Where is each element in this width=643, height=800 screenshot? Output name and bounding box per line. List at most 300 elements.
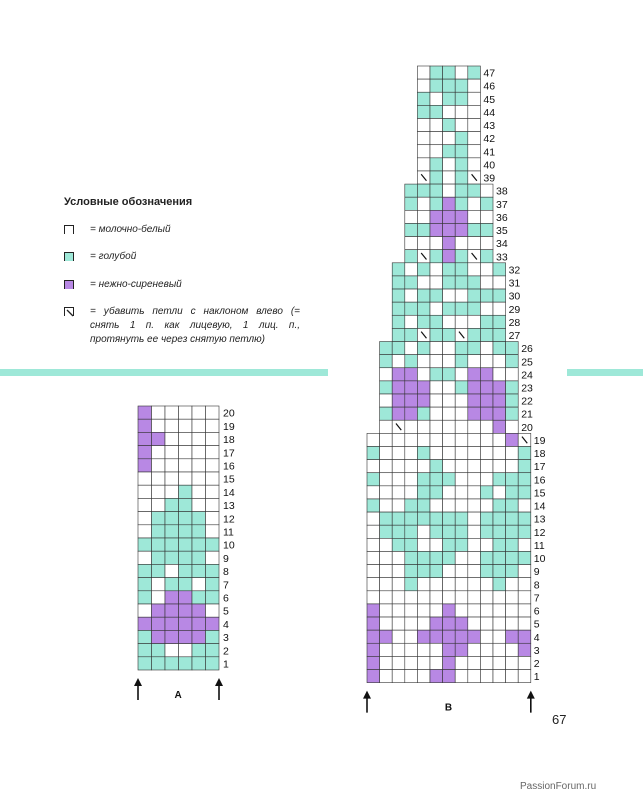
chart-cell xyxy=(493,630,506,643)
row-number: 20 xyxy=(223,407,235,420)
chart-cell xyxy=(417,342,430,355)
chart-cell xyxy=(480,525,493,538)
chart-cell xyxy=(430,499,443,512)
chart-cell xyxy=(518,643,531,656)
chart-cell xyxy=(152,630,166,643)
chart-cell xyxy=(468,499,481,512)
chart-cell xyxy=(493,315,506,328)
chart-cell xyxy=(455,604,468,617)
chart-cell xyxy=(417,407,430,420)
chart-cell xyxy=(468,446,481,459)
chart-cell xyxy=(405,617,418,630)
chart-cell xyxy=(430,302,443,315)
chart-cell xyxy=(206,604,220,617)
row-number: 19 xyxy=(533,434,546,447)
chart-cell xyxy=(206,498,220,511)
chart-cell xyxy=(468,79,481,92)
chart-b-label: B xyxy=(444,702,453,714)
chart-cell xyxy=(179,551,193,564)
chart-cell xyxy=(455,145,468,158)
chart-cell xyxy=(455,578,468,591)
chart-cell xyxy=(165,512,179,525)
chart-cell xyxy=(417,525,430,538)
chart-cell xyxy=(380,460,393,473)
chart-cell xyxy=(405,591,418,604)
chart-cell xyxy=(152,432,166,445)
chart-cell xyxy=(430,551,443,564)
chart-cell xyxy=(152,485,166,498)
chart-cell xyxy=(443,538,456,551)
chart-cell xyxy=(152,617,166,630)
row-number: 33 xyxy=(496,251,508,264)
chart-cell xyxy=(443,591,456,604)
chart-cell xyxy=(417,420,430,433)
arrow-up-icon xyxy=(363,691,371,699)
chart-cell xyxy=(367,538,380,551)
chart-cell xyxy=(468,630,481,643)
chart-cell xyxy=(468,158,481,171)
chart-cell xyxy=(518,446,531,459)
chart-cell xyxy=(392,368,405,381)
chart-cell xyxy=(417,237,430,250)
chart-cell xyxy=(179,630,193,643)
row-number: 14 xyxy=(223,486,235,499)
row-number: 39 xyxy=(483,172,496,185)
chart-cell xyxy=(392,591,405,604)
chart-cell xyxy=(455,197,468,210)
chart-cell xyxy=(506,643,519,656)
chart-cell xyxy=(430,446,443,459)
chart-cell xyxy=(179,419,193,432)
chart-cell xyxy=(392,289,405,302)
chart-cell xyxy=(468,118,481,131)
chart-cell xyxy=(405,643,418,656)
chart-cell xyxy=(417,670,430,683)
chart-cell xyxy=(430,643,443,656)
chart-cell xyxy=(443,617,456,630)
chart-cell xyxy=(480,460,493,473)
chart-cell xyxy=(417,538,430,551)
chart-cell xyxy=(152,644,166,657)
chart-cell xyxy=(480,473,493,486)
row-number: 42 xyxy=(483,133,496,146)
chart-cell xyxy=(192,472,206,485)
chart-cell xyxy=(417,473,430,486)
chart-cell xyxy=(493,289,506,302)
chart-cell xyxy=(443,92,456,105)
chart-cell xyxy=(380,630,393,643)
chart-cell xyxy=(455,381,468,394)
chart-cell xyxy=(380,368,393,381)
chart-cell xyxy=(455,355,468,368)
row-number: 44 xyxy=(483,106,496,119)
chart-cell xyxy=(392,381,405,394)
chart-cell xyxy=(392,433,405,446)
chart-cell xyxy=(179,564,193,577)
chart-cell xyxy=(179,472,193,485)
chart-cell xyxy=(165,551,179,564)
chart-cell xyxy=(468,643,481,656)
chart-cell xyxy=(152,604,166,617)
chart-cell xyxy=(430,617,443,630)
chart-cell xyxy=(417,604,430,617)
row-number: 15 xyxy=(223,473,235,486)
chart-cell xyxy=(468,355,481,368)
chart-cell xyxy=(417,446,430,459)
chart-cell xyxy=(206,564,220,577)
chart-cell xyxy=(506,407,519,420)
row-number: 36 xyxy=(496,211,508,224)
chart-cell xyxy=(430,158,443,171)
chart-cell xyxy=(138,617,152,630)
chart-cell xyxy=(367,473,380,486)
chart-cell xyxy=(493,525,506,538)
chart-cell xyxy=(405,460,418,473)
row-number: 9 xyxy=(223,552,229,565)
chart-cell xyxy=(443,132,456,145)
chart-cell xyxy=(506,433,519,446)
chart-cell xyxy=(405,578,418,591)
chart-cell xyxy=(455,289,468,302)
chart-cell xyxy=(518,460,531,473)
chart-cell xyxy=(443,512,456,525)
row-number: 16 xyxy=(533,474,546,487)
row-number: 18 xyxy=(533,448,546,461)
chart-cell xyxy=(506,617,519,630)
chart-cell xyxy=(392,263,405,276)
row-number: 20 xyxy=(521,421,533,434)
chart-cell xyxy=(138,525,152,538)
chart-cell xyxy=(493,394,506,407)
chart-cell xyxy=(417,460,430,473)
chart-cell xyxy=(138,419,152,432)
chart-cell xyxy=(152,657,166,670)
chart-cell xyxy=(430,171,443,184)
chart-cell xyxy=(152,525,166,538)
chart-cell xyxy=(165,446,179,459)
chart-cell xyxy=(405,512,418,525)
chart-cell xyxy=(506,420,519,433)
chart-cell xyxy=(179,525,193,538)
chart-cell xyxy=(417,197,430,210)
chart-cell xyxy=(430,118,443,131)
chart-cell xyxy=(417,368,430,381)
chart-cell xyxy=(405,276,418,289)
chart-cell xyxy=(367,525,380,538)
chart-cell xyxy=(417,66,430,79)
chart-cell xyxy=(480,250,493,263)
chart-cell xyxy=(367,551,380,564)
chart-cell xyxy=(493,643,506,656)
chart-cell xyxy=(518,656,531,669)
chart-cell xyxy=(417,394,430,407)
row-number: 7 xyxy=(533,592,540,605)
chart-cell xyxy=(405,197,418,210)
legend-text: = убавить петли с наклоном влево (= снять 1 п. как лицевую, 1 лиц. п., протянуть ее через снятую петлю) xyxy=(90,306,300,345)
chart-cell xyxy=(480,538,493,551)
chart-cell xyxy=(152,564,166,577)
chart-cell xyxy=(392,670,405,683)
chart-cell xyxy=(480,551,493,564)
chart-cell xyxy=(367,643,380,656)
chart-cell xyxy=(443,66,456,79)
chart-cell xyxy=(493,276,506,289)
chart-cell xyxy=(417,105,430,118)
chart-cell xyxy=(443,328,456,341)
chart-cell xyxy=(506,591,519,604)
chart-cell xyxy=(417,132,430,145)
row-number: 2 xyxy=(223,645,229,658)
chart-cell xyxy=(493,328,506,341)
chart-cell xyxy=(506,499,519,512)
chart-cell xyxy=(367,460,380,473)
row-number: 31 xyxy=(508,277,521,290)
chart-cell xyxy=(165,591,179,604)
chart-cell xyxy=(480,394,493,407)
chart-cell xyxy=(380,342,393,355)
chart-cell xyxy=(493,420,506,433)
chart-cell xyxy=(506,394,519,407)
chart-cell xyxy=(443,604,456,617)
chart-cell xyxy=(138,406,152,419)
row-number: 26 xyxy=(521,343,533,356)
chart-cell xyxy=(480,407,493,420)
chart-cell xyxy=(468,145,481,158)
chart-cell xyxy=(392,617,405,630)
chart-cell xyxy=(417,276,430,289)
row-number: 12 xyxy=(223,513,235,526)
row-number: 40 xyxy=(483,159,496,172)
chart-cell xyxy=(455,276,468,289)
chart-cell xyxy=(380,433,393,446)
chart-cell xyxy=(392,525,405,538)
chart-cell xyxy=(468,381,481,394)
chart-cell xyxy=(493,604,506,617)
chart-cell xyxy=(138,578,152,591)
chart-cell xyxy=(138,485,152,498)
row-number: 4 xyxy=(223,618,229,631)
chart-cell xyxy=(392,512,405,525)
chart-cell xyxy=(405,604,418,617)
chart-cell xyxy=(405,551,418,564)
chart-cell xyxy=(405,237,418,250)
chart-cell xyxy=(518,499,531,512)
chart-cell xyxy=(443,263,456,276)
chart-cell xyxy=(165,525,179,538)
chart-cell xyxy=(506,342,519,355)
chart-cell xyxy=(165,564,179,577)
chart-cell xyxy=(480,604,493,617)
chart-cell xyxy=(138,498,152,511)
chart-cell xyxy=(443,289,456,302)
chart-cell xyxy=(179,446,193,459)
chart-cell xyxy=(443,499,456,512)
chart-cell xyxy=(468,578,481,591)
chart-cell xyxy=(443,118,456,131)
row-number: 32 xyxy=(508,264,521,277)
row-number: 17 xyxy=(223,447,235,460)
chart-cell xyxy=(518,604,531,617)
chart-cell xyxy=(179,644,193,657)
chart-cell xyxy=(443,433,456,446)
chart-cell xyxy=(455,302,468,315)
chart-cell xyxy=(480,302,493,315)
chart-cell xyxy=(506,656,519,669)
chart-cell xyxy=(417,302,430,315)
chart-cell xyxy=(179,591,193,604)
chart-cell xyxy=(443,407,456,420)
chart-cell xyxy=(518,617,531,630)
chart-cell xyxy=(192,564,206,577)
chart-cell xyxy=(417,289,430,302)
chart-cell xyxy=(405,499,418,512)
chart-cell xyxy=(480,381,493,394)
chart-cell xyxy=(455,407,468,420)
chart-cell xyxy=(455,551,468,564)
chart-cell xyxy=(506,525,519,538)
chart-cell xyxy=(405,565,418,578)
chart-cell xyxy=(206,525,220,538)
chart-cell xyxy=(367,578,380,591)
chart-cell xyxy=(417,184,430,197)
chart-cell xyxy=(480,223,493,236)
chart-cell xyxy=(179,617,193,630)
chart-cell xyxy=(430,473,443,486)
chart-cell xyxy=(138,644,152,657)
chart-cell xyxy=(206,472,220,485)
chart-cell xyxy=(493,381,506,394)
page-number: 67 xyxy=(552,712,567,727)
chart-cell xyxy=(152,578,166,591)
chart-cell xyxy=(455,171,468,184)
chart-cell xyxy=(480,578,493,591)
row-number: 11 xyxy=(533,539,545,552)
chart-cell xyxy=(179,657,193,670)
chart-cell xyxy=(518,565,531,578)
row-number: 10 xyxy=(533,553,546,566)
chart-cell xyxy=(367,433,380,446)
chart-cell xyxy=(443,578,456,591)
chart-cell xyxy=(443,145,456,158)
row-number: 13 xyxy=(223,500,235,513)
chart-cell xyxy=(468,407,481,420)
chart-cell xyxy=(480,486,493,499)
chart-cell xyxy=(179,512,193,525)
chart-cell xyxy=(480,263,493,276)
row-number: 46 xyxy=(483,80,496,93)
chart-cell xyxy=(468,538,481,551)
chart-cell xyxy=(455,486,468,499)
chart-cell xyxy=(480,420,493,433)
chart-cell xyxy=(138,512,152,525)
chart-cell xyxy=(430,407,443,420)
row-number: 3 xyxy=(223,632,229,645)
row-number: 6 xyxy=(533,605,540,618)
chart-cell xyxy=(468,197,481,210)
chart-cell xyxy=(367,670,380,683)
chart-cell xyxy=(192,459,206,472)
chart-cell xyxy=(430,328,443,341)
row-number: 23 xyxy=(521,382,533,395)
chart-cell xyxy=(152,459,166,472)
chart-cell xyxy=(443,79,456,92)
chart-cell xyxy=(380,670,393,683)
chart-cell xyxy=(165,406,179,419)
chart-cell xyxy=(392,342,405,355)
chart-cell xyxy=(179,538,193,551)
row-number: 19 xyxy=(223,420,235,433)
chart-cell xyxy=(392,302,405,315)
chart-cell xyxy=(443,302,456,315)
chart-cell xyxy=(179,604,193,617)
chart-cell xyxy=(430,460,443,473)
chart-cell xyxy=(206,617,220,630)
chart-cell xyxy=(417,578,430,591)
row-number: 37 xyxy=(496,198,508,211)
chart-cell xyxy=(493,538,506,551)
chart-cell xyxy=(405,289,418,302)
chart-cell xyxy=(165,432,179,445)
chart-cell xyxy=(192,446,206,459)
chart-cell xyxy=(138,432,152,445)
chart-cell xyxy=(455,223,468,236)
row-number: 2 xyxy=(533,658,540,671)
chart-cell xyxy=(480,499,493,512)
chart-cell xyxy=(192,525,206,538)
chart-cell xyxy=(468,512,481,525)
chart-cell xyxy=(468,237,481,250)
chart-cell xyxy=(430,565,443,578)
chart-cell xyxy=(380,538,393,551)
chart-cell xyxy=(468,486,481,499)
chart-cell xyxy=(430,145,443,158)
chart-cell xyxy=(206,459,220,472)
chart-cell xyxy=(468,210,481,223)
chart-cell xyxy=(468,433,481,446)
chart-cell xyxy=(206,446,220,459)
chart-cell xyxy=(405,473,418,486)
chart-cell xyxy=(392,315,405,328)
chart-cell xyxy=(405,486,418,499)
chart-cell xyxy=(468,276,481,289)
chart-cell xyxy=(380,643,393,656)
row-number: 17 xyxy=(533,461,546,474)
chart-cell xyxy=(206,591,220,604)
chart-cell xyxy=(152,538,166,551)
row-number: 27 xyxy=(508,330,521,343)
chart-cell xyxy=(206,485,220,498)
row-number: 16 xyxy=(223,460,235,473)
chart-cell xyxy=(455,394,468,407)
chart-cell xyxy=(138,604,152,617)
chart-cell xyxy=(493,473,506,486)
row-number: 4 xyxy=(533,631,540,644)
chart-cell xyxy=(468,315,481,328)
chart-cell xyxy=(380,473,393,486)
chart-cell xyxy=(392,276,405,289)
chart-cell xyxy=(417,565,430,578)
chart-cell xyxy=(152,498,166,511)
arrow-up-icon xyxy=(134,678,142,686)
chart-cell xyxy=(392,499,405,512)
chart-cell xyxy=(480,630,493,643)
chart-cell xyxy=(405,210,418,223)
chart-cell xyxy=(417,486,430,499)
chart-cell xyxy=(518,551,531,564)
chart-cell xyxy=(152,472,166,485)
chart-cell xyxy=(455,643,468,656)
row-number: 24 xyxy=(521,369,533,382)
